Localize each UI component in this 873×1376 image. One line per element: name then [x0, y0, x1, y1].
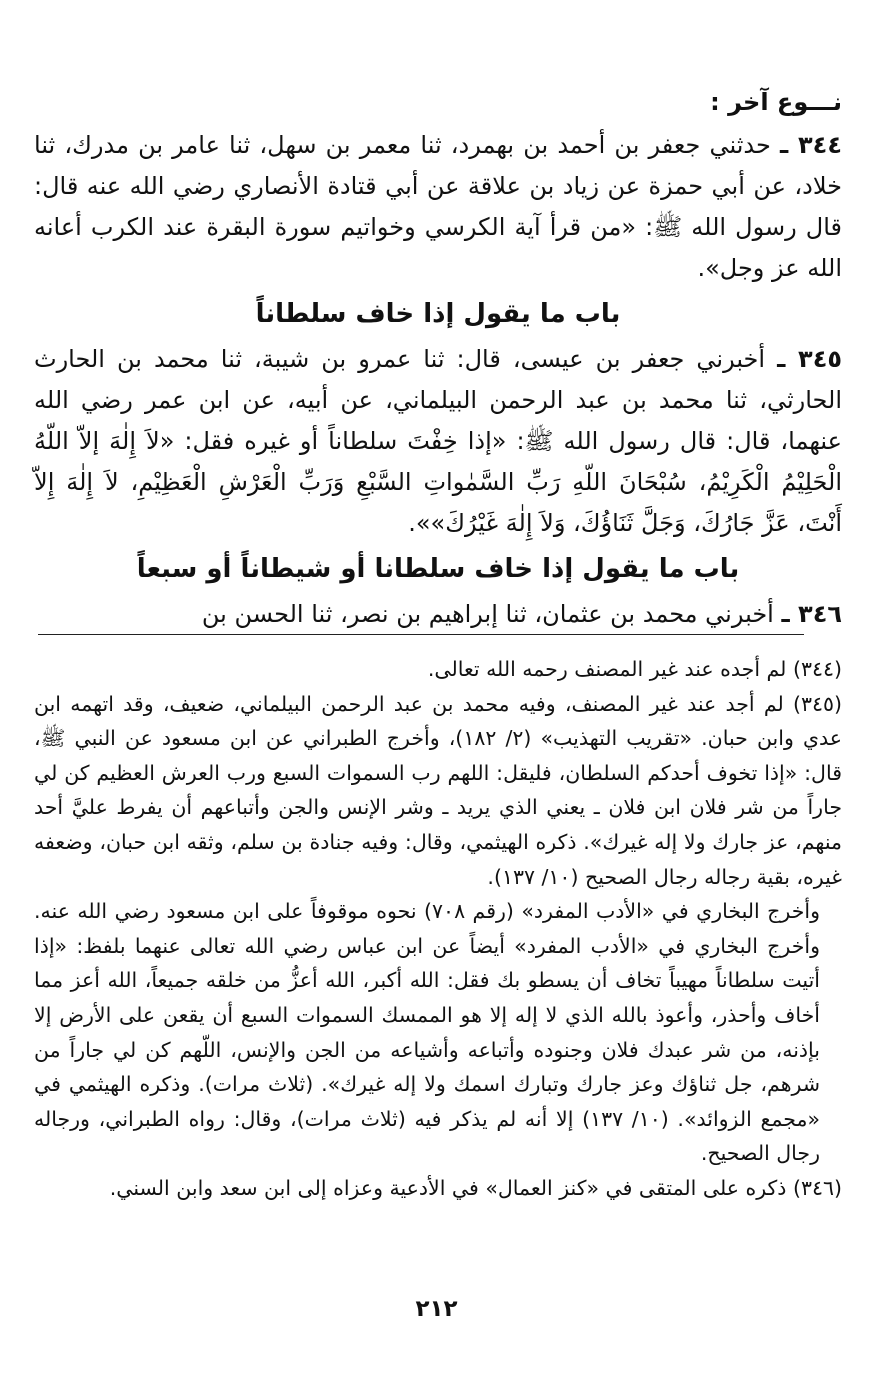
hadith-345-number: ٣٤٥ ـ [777, 345, 842, 373]
footnote-344: (٣٤٤) لم أجده عند غير المصنف رحمه الله تعالى. [427, 657, 842, 681]
main-text [34, 80, 842, 635]
hadith-344-text: حدثني جعفر بن أحمد بن بهمرد، ثنا معمر بن سهل، ثنا عامر بن مدرك، ثنا خلاد، عن أبي حمزة عن زياد بن علاقة عن أبي قتادة الأنصاري رضي الله عنه قال: قال رسول الله ﷺ: «من قرأ آية الكرسي وخواتيم سورة البقرة عند الكرب أعانه الله عز وجل». [34, 131, 842, 282]
footnote-345-continued: وأخرج البخاري في «الأدب المفرد» (رقم ٧٠٨) نحوه موقوفاً على ابن مسعود رضي الله عنه. وأخرج البخاري في «الأدب المفرد» أيضاً عن ابن عباس رضي الله تعالى عنهما بلفظ: «إذا أتيت سلطاناً مهيباً تخاف أن يسطو بك فقل: الله أكبر، الله أعزُّ من خلقه جميعاً، الله أعز مما أخاف وأحذر، وأعوذ بالله الذي لا إله إلا هو الممسك السموات السبع أن يقعن على الأرض إلا بإذنه، من شر عبدك فلان وجنوده وأتباعه وأشياعه من الجن والإنس، اللّهم كن لي جاراً من شرهم، جل ثناؤك وعز جارك وتبارك اسمك ولا إله غيرك». (ثلاث مرات). وذكره الهيثمي في «مجمع الزوائد». (١٠/ ١٣٧) إلا أنه لم يذكر فيه (ثلاث مرات)، وقال: رواه الطبراني، ورجاله رجال الصحيح. [34, 899, 820, 1166]
hadith-344-number: ٣٤٤ ـ [779, 131, 842, 159]
hadith-346-text: أخبرني محمد بن عثمان، ثنا إبراهيم بن نصر، ثنا الحسن بن [201, 600, 774, 628]
footnote-346: (٣٤٦) ذكره على المتقى في «كنز العمال» في الأدعية وعزاه إلى ابن سعد وابن السني. [109, 1175, 842, 1200]
chapter-title-2: باب ما يقول إذا خاف سلطانا أو شيطاناً أو سبعاً [136, 554, 740, 584]
hadith-344 [34, 125, 842, 289]
hadith-345-text: أخبرني جعفر بن عيسى، قال: ثنا عمرو بن شيبة، ثنا محمد بن الحارث الحارثي، ثنا محمد بن عبد الرحمن البيلماني، عن أبيه، عن ابن عمر رضي الله عنهما، قال: قال رسول الله ﷺ: «إذا خِفْتَ سلطاناً أو غيره فقل: «لاَ إِلٰهَ إلاّ اللّهُ الْحَلِيْمُ الْكَرِيْمُ، سُبْحَانَ اللّهِ رَبِّ السَّمٰواتِ السَّبْعِ وَرَبِّ الْعَرْشِ الْعَظِيْمِ، لاَ إِلٰهَ إِلاّ أَنْتَ، عَزَّ جَارُكَ، وَجَلَّ ثَنَاؤُكَ، وَلاَ إِلٰهَ غَيْرُكَ»». [34, 345, 842, 537]
page-number: ٢١٢ [415, 1296, 458, 1322]
hadith-345 [34, 339, 842, 544]
chapter-title-1: باب ما يقول إذا خاف سلطاناً [255, 299, 621, 329]
hadith-346 [34, 594, 842, 635]
hadith-346-number: ٣٤٦ ـ [781, 600, 842, 628]
footnote-divider [38, 634, 804, 635]
footnote-345: (٣٤٥) لم أجد عند غير المصنف، وفيه محمد بن عبد الرحمن البيلماني، ضعيف، وقد اتهمه ابن عدي وابن حبان. «تقريب التهذيب» (٢/ ١٨٢)، وأخرج الطبراني عن ابن مسعود عن النبي ﷺ، قال: «إذا تخوف أحدكم السلطان، فليقل: اللهم رب السموات السبع ورب العرش العظيم كن لي جاراً من شر فلان ابن فلان ـ يعني الذي يريد ـ وشر الإنس والجن وأتباعهم أن يفرط عليَّ أحد منهم، عز جارك ولا إله غيرك». ذكره الهيثمي، وقال: وفيه جنادة بن سلم، وثقه ابن حبان، وضعفه غيره، بقية رجاله رجال الصحيح (١٠/ ١٣٧). [34, 691, 842, 889]
section-heading: نـــوع آخر : [710, 88, 842, 116]
footnotes [34, 652, 842, 1206]
